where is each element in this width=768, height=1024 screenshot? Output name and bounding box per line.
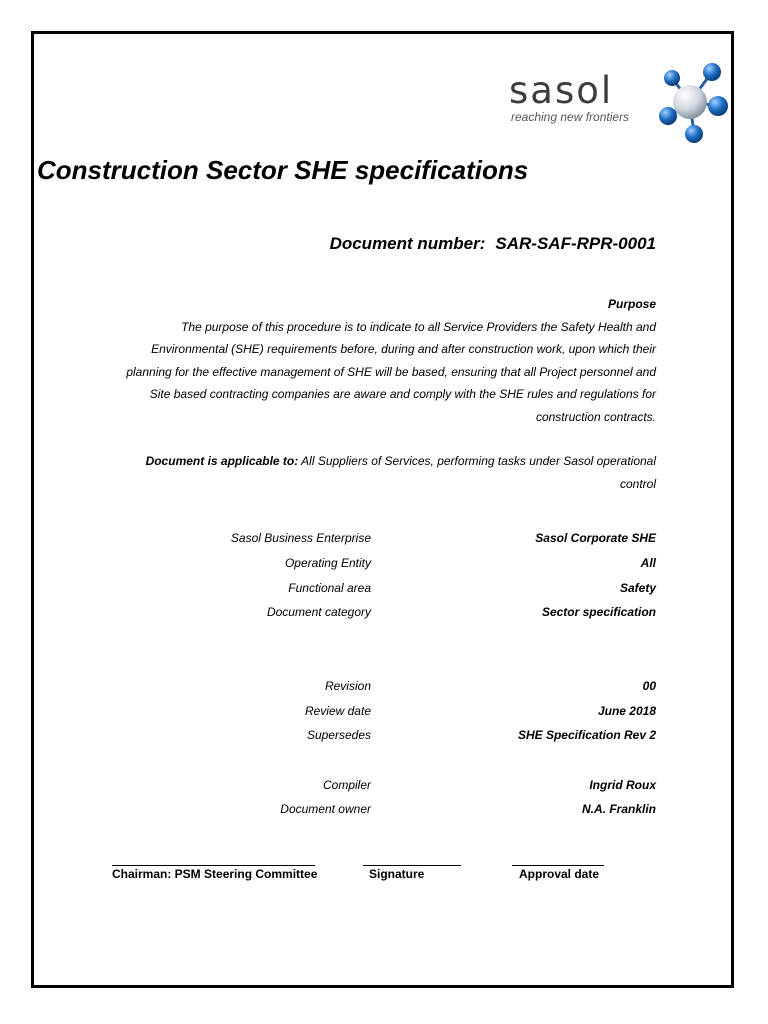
meta-row-functional-area: [92, 581, 656, 601]
purpose-line: Site based contracting companies are aware and comply with the SHE rules and regulations for: [149, 387, 656, 401]
applicability-section: [92, 450, 656, 495]
logo-wordmark: sasol: [509, 69, 614, 112]
meta-label: Document category: [266, 605, 371, 619]
meta-label: Functional area: [288, 581, 371, 595]
meta-value: Sector specification: [541, 605, 656, 619]
applicability-label: Document is applicable to:: [145, 454, 299, 468]
meta-row-compiler: [92, 778, 656, 798]
meta-label: Sasol Business Enterprise: [230, 531, 371, 545]
molecule-logo-icon: [654, 58, 730, 148]
sasol-logo: [506, 58, 730, 146]
signature-field: Signature: [363, 865, 461, 881]
purpose-line: construction contracts.: [535, 409, 656, 424]
meta-row-document-category: [92, 605, 656, 625]
purpose-section: [92, 293, 656, 428]
meta-row-operating-entity: [92, 556, 656, 576]
meta-value: Ingrid Roux: [589, 778, 656, 792]
document-number-value: SAR-SAF-RPR-0001: [495, 234, 656, 253]
meta-row-review-date: [92, 704, 656, 724]
purpose-line: planning for the effective management of SHE will be based, ensuring that all Project personnel and: [126, 364, 656, 379]
applicability-text: All Suppliers of Services, performing tasks under Sasol operational: [301, 454, 656, 468]
meta-label: Document owner: [280, 802, 371, 816]
meta-value: June 2018: [597, 704, 656, 718]
meta-label: Review date: [304, 704, 371, 718]
meta-value: Safety: [619, 581, 656, 595]
purpose-line: The purpose of this procedure is to indicate to all Service Providers the Safety Health and: [181, 319, 656, 334]
meta-row-revision: [92, 679, 656, 699]
purpose-line: Environmental (SHE) requirements before, during and after construction work, upon which their: [151, 342, 656, 356]
document-number: [330, 234, 656, 254]
document-number-label: Document number:: [329, 234, 486, 253]
meta-label: Supersedes: [306, 728, 371, 742]
applicability-text-continued: control: [619, 476, 656, 491]
meta-label: Compiler: [322, 778, 371, 792]
meta-label: Revision: [324, 679, 371, 693]
meta-value: SHE Specification Rev 2: [517, 728, 656, 742]
document-title: Construction Sector SHE specifications: [37, 155, 529, 185]
signature-chairman: Chairman: PSM Steering Committee: [112, 867, 318, 881]
meta-row-business-enterprise: [92, 531, 656, 551]
meta-value: 00: [642, 679, 656, 693]
meta-value: N.A. Franklin: [581, 802, 656, 816]
meta-value: Sasol Corporate SHE: [535, 531, 656, 545]
meta-value: All: [640, 556, 656, 570]
meta-row-supersedes: [92, 728, 656, 748]
meta-row-document-owner: [92, 802, 656, 822]
logo-tagline: reaching new frontiers: [511, 110, 630, 124]
meta-label: Operating Entity: [284, 556, 371, 570]
purpose-heading: Purpose: [607, 297, 656, 311]
signature-approval-date: Approval date: [512, 865, 604, 881]
